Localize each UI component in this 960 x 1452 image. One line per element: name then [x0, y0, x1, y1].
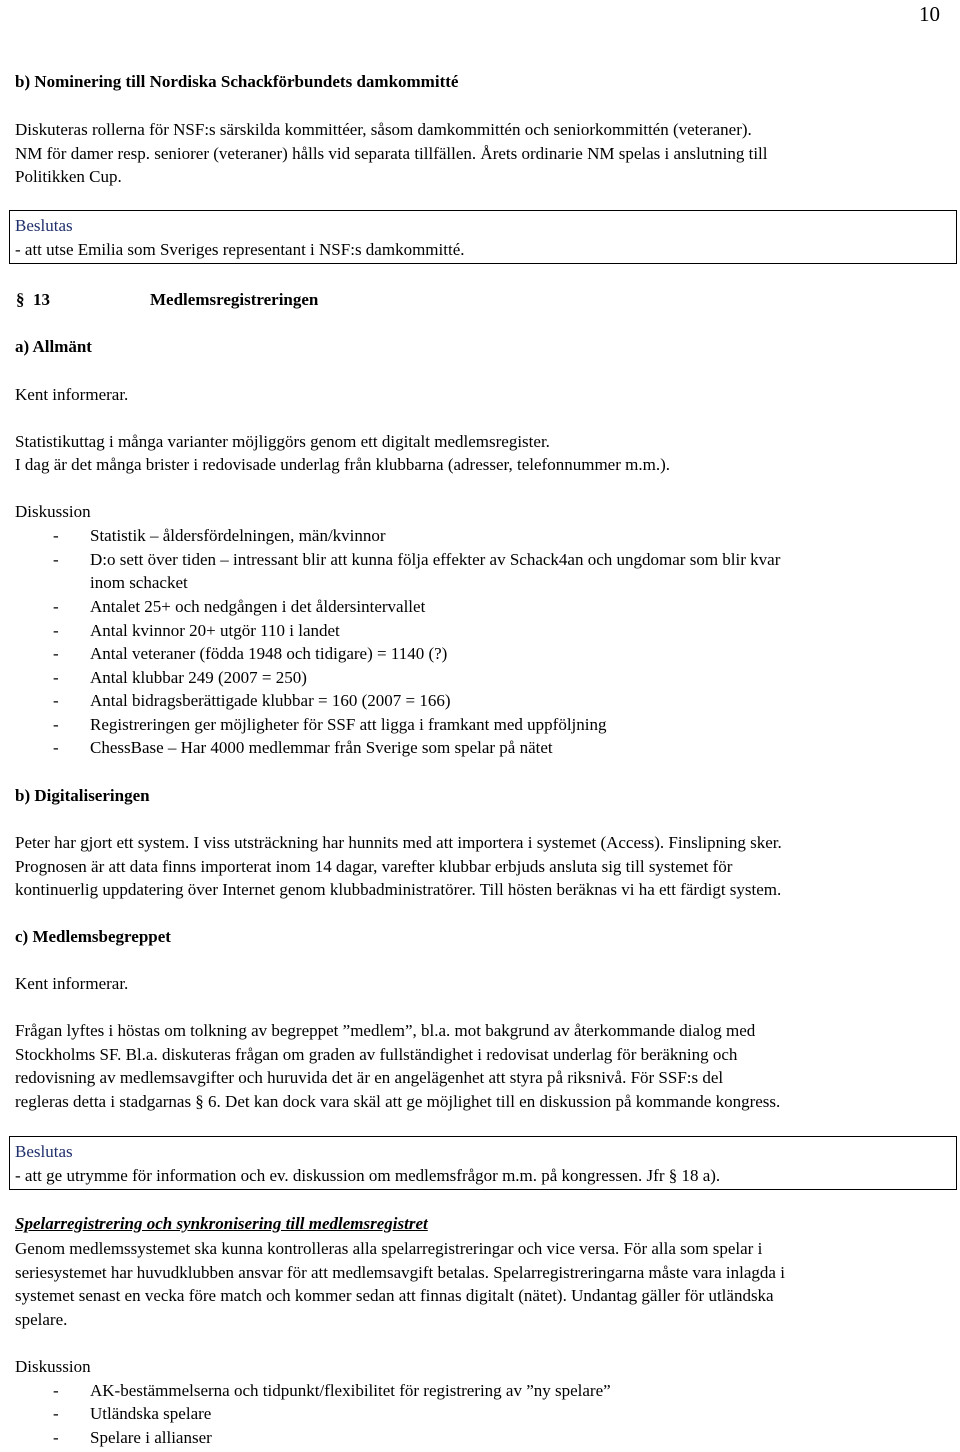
section-symbol: § [16, 290, 25, 309]
paragraph-line: Peter har gjort ett system. I viss utsträckning har hunnits med att importera i systemet (Access). Finslipning sker. [15, 833, 782, 852]
bullet-dash: - [53, 715, 59, 734]
section-heading-digitaliseringen: b) Digitaliseringen [15, 786, 150, 805]
paragraph-line: Frågan lyftes i höstas om tolkning av begreppet ”medlem”, bl.a. mot bakgrund av återkommande dialog med [15, 1021, 756, 1040]
section-heading-allmant: a) Allmänt [15, 337, 92, 356]
bullet-item: Statistik – åldersfördelningen, män/kvinnor [90, 526, 386, 545]
paragraph-line: kontinuerlig uppdatering över Internet genom klubbadministratörer. Till hösten beräknas vi ha ett färdigt system. [15, 880, 782, 899]
paragraph-line: Prognosen är att data finns importerat inom 14 dagar, varefter klubbar erbjuds ansluta sig till systemet för [15, 857, 733, 876]
bullet-item: Antalet 25+ och nedgången i det åldersintervallet [90, 597, 426, 616]
paragraph-line: Stockholms SF. Bl.a. diskuteras frågan om graden av fullständighet i redovisat underlag för beräkning och [15, 1045, 738, 1064]
bullet-dash: - [53, 621, 59, 640]
decision-label: Beslutas [15, 216, 73, 235]
paragraph-line: Statistikuttag i många varianter möjliggörs genom ett digitalt medlemsregister. [15, 432, 550, 451]
informs-text: Kent informerar. [15, 385, 129, 404]
section-heading-nominering: b) Nominering till Nordiska Schackförbundets damkommitté [15, 72, 459, 91]
bullet-dash: - [53, 526, 59, 545]
section-title: Medlemsregistreringen [150, 290, 319, 309]
bullet-item: Antal bidragsberättigade klubbar = 160 (2007 = 166) [90, 691, 451, 710]
paragraph-line: seriesystemet har huvudklubben ansvar för att medlemsavgift betalas. Spelarregistreringarna måste vara inlagda i [15, 1263, 785, 1282]
section-heading-spelarregistrering: Spelarregistrering och synkronisering till medlemsregistret [15, 1214, 428, 1233]
paragraph-line: regleras detta i stadgarnas § 6. Det kan dock vara skäl att ge möjlighet till en diskussion på kommande kongress. [15, 1092, 781, 1111]
decision-text: - att ge utrymme för information och ev. diskussion om medlemsfrågor m.m. på kongressen. Jfr § 18 a). [15, 1166, 721, 1185]
bullet-dash: - [53, 1381, 59, 1400]
informs-text: Kent informerar. [15, 974, 129, 993]
bullet-dash: - [53, 550, 59, 569]
page-number: 10 [919, 2, 940, 26]
bullet-item: Antal klubbar 249 (2007 = 250) [90, 668, 307, 687]
section-number: 13 [33, 290, 50, 309]
paragraph-line: redovisning av medlemsavgifter och huruvida det är en angelägenhet att styra på riksnivå. För SSF:s del [15, 1068, 724, 1087]
bullet-item: Registreringen ger möjligheter för SSF att ligga i framkant med uppföljning [90, 715, 607, 734]
paragraph-line: Politikken Cup. [15, 167, 122, 186]
decision-label: Beslutas [15, 1142, 73, 1161]
bullet-item: Spelare i allianser [90, 1428, 212, 1447]
bullet-item: Antal kvinnor 20+ utgör 110 i landet [90, 621, 340, 640]
bullet-dash: - [53, 1428, 59, 1447]
paragraph-line: spelare. [15, 1310, 68, 1329]
bullet-item: Utländska spelare [90, 1404, 212, 1423]
bullet-item: D:o sett över tiden – intressant blir att kunna följa effekter av Schack4an och ungdomar som blir kvar [90, 550, 781, 569]
paragraph-line: Genom medlemssystemet ska kunna kontrolleras alla spelarregistreringar och vice versa. För alla som spelar i [15, 1239, 763, 1258]
bullet-dash: - [53, 738, 59, 757]
bullet-dash: - [53, 668, 59, 687]
discussion-label: Diskussion [15, 502, 91, 521]
paragraph-line: systemet senast en vecka före match och kommer sedan att finnas digitalt (nätet). Undantag gäller för utländska [15, 1286, 774, 1305]
paragraph-line: NM för damer resp. seniorer (veteraner) hålls vid separata tillfällen. Årets ordinarie NM spelas i anslutning till [15, 144, 768, 163]
decision-text: - att utse Emilia som Sveriges representant i NSF:s damkommitté. [15, 240, 465, 259]
bullet-item: ChessBase – Har 4000 medlemmar från Sverige som spelar på nätet [90, 738, 553, 757]
discussion-label: Diskussion [15, 1357, 91, 1376]
bullet-dash: - [53, 691, 59, 710]
paragraph-line: I dag är det många brister i redovisade underlag från klubbarna (adresser, telefonnummer m.m.). [15, 455, 670, 474]
bullet-item: Antal veteraner (födda 1948 och tidigare) = 1140 (?) [90, 644, 448, 663]
section-heading-medlemsbegreppet: c) Medlemsbegreppet [15, 927, 171, 946]
bullet-item: AK-bestämmelserna och tidpunkt/flexibilitet för registrering av ”ny spelare” [90, 1381, 611, 1400]
bullet-dash: - [53, 644, 59, 663]
bullet-dash: - [53, 1404, 59, 1423]
paragraph-line: Diskuteras rollerna för NSF:s särskilda kommittéer, såsom damkommittén och seniorkommittén (veteraner). [15, 120, 752, 139]
bullet-item-continued: inom schacket [90, 573, 188, 592]
bullet-dash: - [53, 597, 59, 616]
